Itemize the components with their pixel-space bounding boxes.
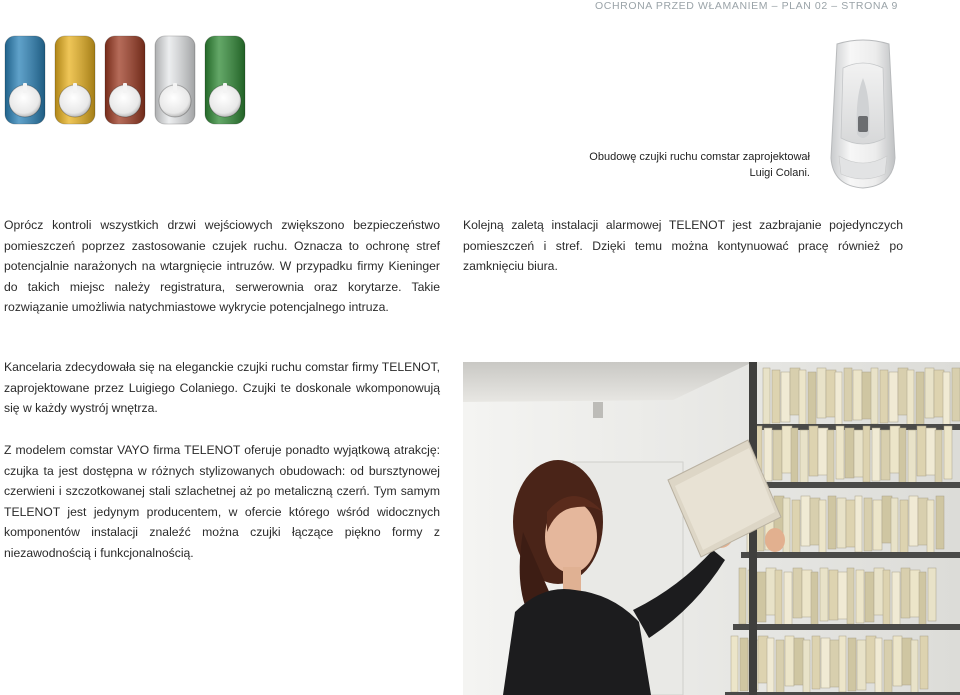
- caption-line-1: Obudowę czujki ruchu comstar zaprojektował: [589, 151, 810, 163]
- paragraph-motion-sensors: Oprócz kontroli wszystkich drzwi wejściowych zwiększono bezpieczeństwo pomieszczeń poprzez zastosowanie czujek ruchu. Oznacza to ochronę stref potencjalnie narażonych na wtargnięcie intruzów. W przypadku firmy Kieninger do takich miejsc należy registratura, serwerownia oraz korytarze. Takie rozwiązanie umożliwia natychmiastowe wykrycie potencjalnego intruza.: [4, 218, 440, 314]
- paragraph-comstar-choice: Kancelaria zdecydowała się na eleganckie czujki ruchu comstar firmy TELENOT, zaprojektowane przez Luigiego Colaniego. Czujki te doskonale wkomponowują się w każdy wystrój wnętrza.: [4, 360, 440, 415]
- sensor-caption: [589, 149, 810, 181]
- sensor-blue: [5, 36, 45, 124]
- sensor-red: [105, 36, 145, 124]
- caption-line-2: Luigi Colani.: [749, 167, 810, 179]
- running-header: OCHRONA PRZED WŁAMANIEM – PLAN 02 – STRONA 9: [595, 0, 898, 12]
- comstar-sensor-image: [827, 38, 899, 190]
- paragraph-comstar-vayo: Z modelem comstar VAYO firma TELENOT oferuje ponadto wyjątkową atrakcję: czujka ta jest dostępna w różnych stylizowanych obudowach: od bursztynowej czerwieni i szczotkowanej stali szlachetnej aż po metaliczną czerń. Tym samym TELENOT jest jedynym producentem, w ofercie którego wśród widocznych komponentów instalacji znaleźć można czujki łączące piękno formy z niezawodnością i funkcjonalnością.: [4, 443, 440, 560]
- sensor-green: [205, 36, 245, 124]
- paragraph-zone-arming: Kolejną zaletą instalacji alarmowej TELENOT jest zazbrajanie pojedynczych pomieszczeń i stref. Dzięki temu można kontynuować pracę również po zamknięciu biura.: [463, 218, 903, 273]
- sensor-color-variants-image: [4, 35, 248, 127]
- office-archive-photo: [463, 362, 960, 695]
- sensor-white: [155, 36, 195, 124]
- sensor-amber: [55, 36, 95, 124]
